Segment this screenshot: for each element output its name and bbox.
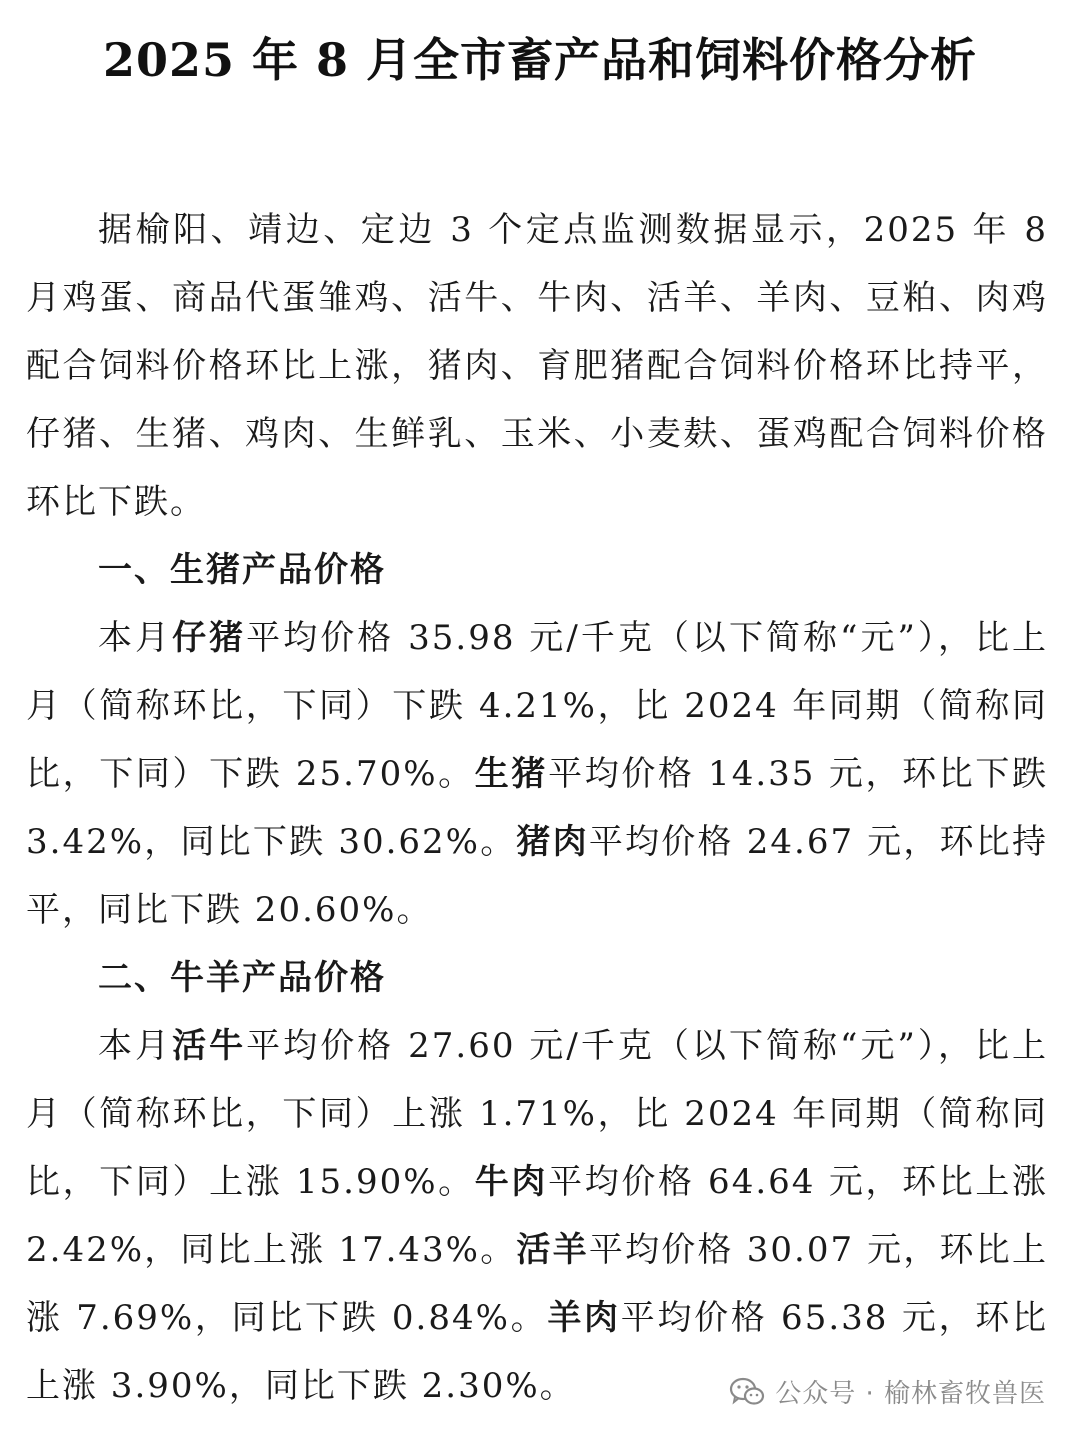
text-span: 平均价格 14.35 元，环比下跌 3.42%，同比下跌 30.62%。 — [26, 754, 1049, 862]
text-span: 平均价格 65.38 元，环比上涨 3.90%，同比下跌 2.30%。 — [26, 1298, 1049, 1406]
text-span: 平均价格 30.07 元，环比上涨 7.69%，同比下跌 0.84%。 — [26, 1230, 1048, 1338]
text-span: 本月 — [98, 1026, 173, 1066]
document-body — [26, 196, 1048, 1420]
section-heading-cattle-sheep: 二、牛羊产品价格 — [98, 958, 386, 998]
keyword-piglet: 仔猪 — [172, 618, 247, 658]
keyword-live-sheep: 活羊 — [516, 1230, 589, 1270]
pig-prices-paragraph — [26, 604, 1048, 944]
text-span: 本月 — [98, 618, 173, 658]
keyword-pork: 猪肉 — [516, 822, 589, 862]
wechat-watermark — [729, 1373, 1046, 1410]
wechat-icon — [729, 1377, 765, 1407]
text-span: 平均价格 35.98 元/千克（以下简称“元”），比上月（简称环比，下同）下跌 4.21%，比 2024 年同期（简称同比，下同）下跌 25.70%。 — [26, 618, 1049, 794]
section-heading-pig: 一、生猪产品价格 — [98, 550, 386, 590]
intro-paragraph: 据榆阳、靖边、定边 3 个定点监测数据显示，2025 年 8 月鸡蛋、商品代蛋雏鸡、活牛、牛肉、活羊、羊肉、豆粕、肉鸡配合饲料价格环比上涨，猪肉、育肥猪配合饲料价格环比持平，仔猪、生猪、鸡肉、生鲜乳、玉米、小麦麸、蛋鸡配合饲料价格环比下跌。 — [26, 210, 1048, 522]
keyword-live-pig: 生猪 — [474, 754, 549, 794]
keyword-beef: 牛肉 — [474, 1162, 549, 1202]
cattle-sheep-prices-paragraph — [26, 1012, 1048, 1420]
text-span: 平均价格 64.64 元，环比上涨 2.42%，同比上涨 17.43%。 — [26, 1162, 1049, 1270]
keyword-live-cattle: 活牛 — [172, 1026, 247, 1066]
keyword-mutton: 羊肉 — [547, 1298, 621, 1338]
text-span: 平均价格 24.67 元，环比持平，同比下跌 20.60%。 — [26, 822, 1048, 930]
text-span: 平均价格 27.60 元/千克（以下简称“元”），比上月（简称环比，下同）上涨 1.71%，比 2024 年同期（简称同比，下同）上涨 15.90%。 — [26, 1026, 1049, 1202]
document-title: 2025 年 8 月全市畜产品和饲料价格分析 — [102, 33, 978, 87]
watermark-text: 公众号 · 榆林畜牧兽医 — [775, 1379, 1046, 1409]
